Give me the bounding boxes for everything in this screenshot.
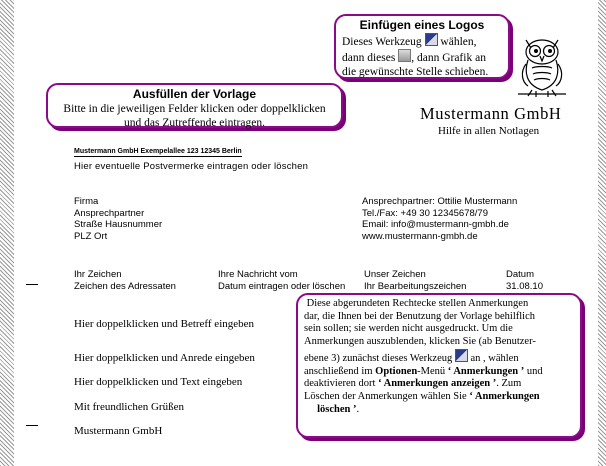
fill-annotation[interactable]: Ausfüllen der Vorlage Bitte in die jeweiligen Felder klicken oder doppelklicken und das Zutreffende eintragen.: [46, 83, 343, 128]
contact-block[interactable]: [362, 196, 517, 242]
annotation-info-box[interactable]: Diese abgerundeten Rechtecke stellen Anmerkungen dar, die Ihnen bei der Benutzung der Vorlage behilflich sein sollen; sie werden nicht ausgedruckt. Um die Anmerkungen auszublenden, klicken Sie (ab Benutzer- ebene 3) zunächst dieses Werkzeug an , wählen anschließend im Optionen-Menü ‘ Anmerkungen ’ und deaktivieren dort ‘ Anmerkungen anzeigen ’. Zum Löschen der Anmerkungen wählen Sie ‘ Anmerkungen löschen ’.: [296, 293, 582, 438]
contact-phone: Tel./Fax: +49 30 12345678/79: [362, 207, 488, 219]
recipient-company: Firma: [74, 196, 99, 207]
contact-email: Email: info@mustermann-gmbh.de: [362, 219, 509, 230]
fold-mark-bottom: [26, 425, 38, 426]
company-name[interactable]: Mustermann GmbH: [420, 104, 562, 123]
ref-header-date: Datum: [506, 269, 534, 280]
postal-note[interactable]: Hier eventuelle Postvermerke eintragen oder löschen: [74, 161, 309, 172]
closing-text[interactable]: Mit freundlichen Grüßen: [74, 401, 184, 413]
annotation-tool-icon: [455, 349, 468, 362]
recipient-street: Straße Hausnummer: [74, 219, 163, 230]
document-page: [14, 0, 598, 466]
ref-our-sign-value[interactable]: Ihr Bearbeitungszeichen: [364, 281, 467, 292]
subject-field[interactable]: Hier doppelklicken und Betreff eingeben: [74, 318, 255, 330]
body-text-field[interactable]: Hier doppelklicken und Text eingeben: [74, 376, 243, 388]
ref-your-message-value[interactable]: Datum eintragen oder löschen: [218, 281, 346, 292]
company-slogan[interactable]: Hilfe in allen Notlagen: [438, 125, 540, 137]
salutation-field[interactable]: Hier doppelklicken und Anrede eingeben: [74, 352, 255, 364]
recipient-contact: Ansprechpartner: [74, 207, 145, 219]
image-tool-icon: [398, 49, 411, 62]
logo-annotation[interactable]: Einfügen eines Logos Dieses Werkzeug wählen, dann dieses , dann Grafik an die gewünschte Stelle schieben.: [334, 14, 510, 79]
fold-mark-top: [26, 284, 38, 285]
recipient-block[interactable]: [74, 196, 162, 242]
recipient-city: PLZ Ort: [74, 230, 108, 242]
drawing-tool-icon: [425, 33, 438, 46]
signature-text[interactable]: Mustermann GmbH: [74, 425, 163, 437]
contact-person: Ansprechpartner: Ottilie Mustermann: [362, 196, 518, 207]
fill-annotation-title: Ausfüllen der Vorlage: [132, 87, 257, 101]
contact-website: www.mustermann-gmbh.de: [362, 230, 478, 242]
sender-address-line[interactable]: Mustermann GmbH Exempelallee 123 12345 Berlin: [74, 148, 242, 155]
logo-annotation-title: Einfügen eines Logos: [359, 18, 485, 32]
owl-logo[interactable]: [514, 30, 570, 98]
ref-header-your-sign: Ihr Zeichen: [74, 269, 122, 280]
ref-your-sign-value[interactable]: Zeichen des Adressaten: [74, 281, 176, 292]
ref-header-your-message: Ihre Nachricht vom: [218, 269, 298, 280]
ref-header-our-sign: Unser Zeichen: [364, 269, 426, 280]
ref-date-value[interactable]: 31.08.10: [506, 281, 543, 292]
